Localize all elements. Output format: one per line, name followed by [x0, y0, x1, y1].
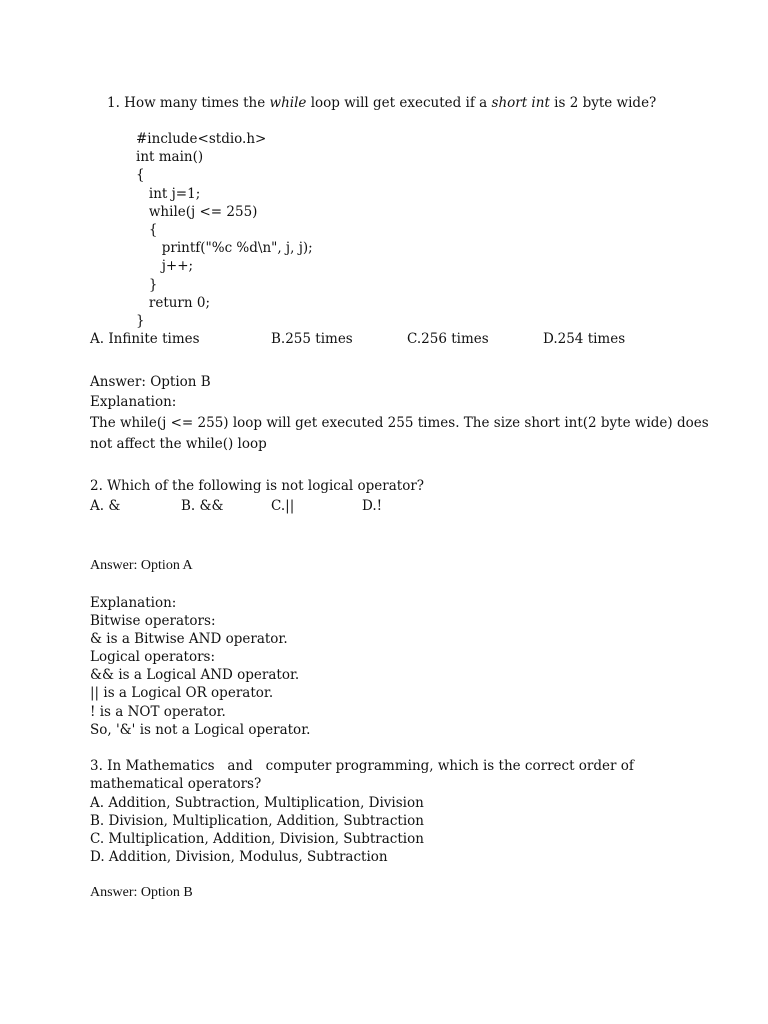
code-line: { — [136, 222, 158, 238]
question-2-explanation-label: Explanation: — [90, 595, 177, 611]
question-2-explanation-line: && is a Logical AND operator. — [90, 667, 300, 683]
question-2-explanation-line: Logical operators: — [90, 649, 216, 665]
option-a: A. Addition, Subtraction, Multiplication, Division — [90, 795, 424, 811]
question-2-explanation-line: Bitwise operators: — [90, 613, 216, 629]
code-line: int j=1; — [136, 186, 201, 202]
option-c: C.256 times — [407, 331, 489, 347]
question-1-suffix: is 2 byte wide? — [549, 95, 657, 111]
option-c: C. Multiplication, Addition, Division, Subtraction — [90, 831, 424, 847]
option-a: A. Infinite times — [90, 331, 200, 347]
question-1-explanation-line: not affect the while() loop — [90, 436, 267, 452]
option-b: B.255 times — [271, 331, 353, 347]
code-line: j++; — [136, 258, 194, 274]
code-line: } — [136, 277, 158, 293]
code-line: int main() — [136, 149, 204, 165]
code-line: #include<stdio.h> — [136, 131, 267, 147]
code-line: while(j <= 255) — [136, 204, 258, 220]
question-2-text: 2. Which of the following is not logical operator? — [90, 478, 425, 494]
question-3-text-line: mathematical operators? — [90, 776, 262, 792]
option-a: A. & — [90, 498, 121, 514]
question-1-keyword-short-int: short int — [491, 95, 550, 111]
question-2-explanation-line: So, '&' is not a Logical operator. — [90, 722, 311, 738]
question-1-text — [107, 94, 656, 112]
question-2-explanation-line: & is a Bitwise AND operator. — [90, 631, 288, 647]
option-d: D.254 times — [543, 331, 626, 347]
option-d: D.! — [362, 498, 383, 514]
code-line: printf("%c %d\n", j, j); — [136, 240, 313, 256]
question-1-answer: Answer: Option B — [90, 374, 211, 390]
question-1-prefix: 1. How many times the — [107, 95, 270, 111]
code-line: return 0; — [136, 295, 211, 311]
question-2-answer: Answer: Option A — [90, 558, 193, 573]
question-2-explanation-line: ! is a NOT operator. — [90, 704, 226, 720]
question-1-explanation-label: Explanation: — [90, 394, 177, 410]
question-2-explanation-line: || is a Logical OR operator. — [90, 685, 274, 701]
code-line: { — [136, 167, 145, 183]
option-d: D. Addition, Division, Modulus, Subtraction — [90, 849, 388, 865]
question-1-mid: loop will get executed if a — [306, 95, 492, 111]
question-3-text-line: 3. In Mathematics and computer programming, which is the correct order of — [90, 758, 634, 774]
option-c: C.|| — [271, 498, 295, 514]
question-3-answer: Answer: Option B — [90, 885, 193, 900]
option-b: B. Division, Multiplication, Addition, Subtraction — [90, 813, 424, 829]
option-b: B. && — [181, 498, 224, 514]
code-line: } — [136, 313, 145, 329]
question-1-explanation-line: The while(j <= 255) loop will get executed 255 times. The size short int(2 byte wide) does — [90, 415, 709, 431]
question-1-keyword-while: while — [269, 95, 307, 111]
